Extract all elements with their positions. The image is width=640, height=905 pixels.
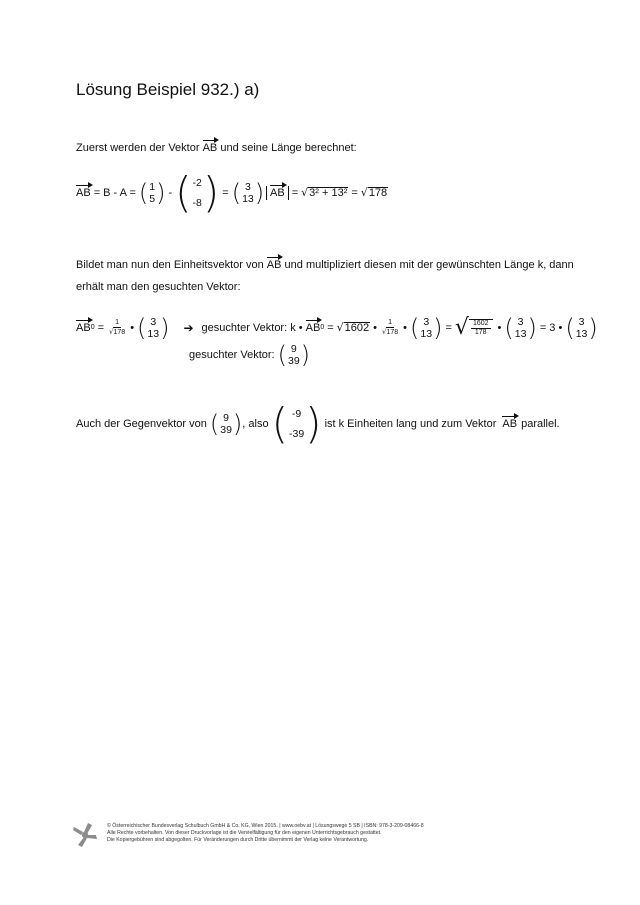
- vector4-y: 13: [575, 328, 588, 340]
- vector-a-x: -2: [192, 177, 202, 189]
- dot-operator: •: [130, 322, 135, 334]
- intro-text: Zuerst werden der Vektor: [76, 142, 200, 154]
- publisher-logo-icon: [72, 822, 98, 853]
- sqrt-icon: √: [301, 186, 309, 199]
- gesuchter-label: gesuchter Vektor: k •: [201, 322, 303, 334]
- footer-line-3: Die Kopiergebühren sind abgegolten. Für Veränderungen durch Dritte übernimmt der Verlag keine Verantwortung.: [107, 837, 369, 843]
- norm-result: 178: [368, 187, 388, 199]
- intro-text-end: und seine Länge berechnet:: [220, 142, 357, 154]
- norm-equals: =: [291, 187, 299, 199]
- vector3-y: 13: [514, 328, 527, 340]
- paragraph-gegenvektor: [76, 399, 560, 448]
- vector-result: ( 3 13 ): [231, 179, 265, 207]
- intro-line: [76, 141, 357, 155]
- big-sqrt-fraction: [454, 315, 495, 340]
- vector-3-13-c: ( 3 13 ): [504, 314, 537, 342]
- para3-vector-neg: ( -9 -39 ): [271, 399, 322, 448]
- vector2-y: 13: [420, 328, 433, 340]
- para3-v1-x: 9: [223, 412, 229, 424]
- minus-sign: -: [168, 187, 173, 199]
- fraction-2: [382, 319, 398, 337]
- para3-text-b: , also: [242, 418, 269, 430]
- fraction2-numerator: 1: [388, 319, 393, 326]
- vector4-x: 3: [578, 316, 585, 328]
- result-x: 9: [290, 343, 297, 355]
- para3-text-d: parallel.: [521, 418, 560, 430]
- equals-three-times: = 3 •: [539, 322, 563, 334]
- result-y: 39: [287, 355, 300, 367]
- para3-text-a: Auch der Gegenvektor von: [76, 418, 207, 430]
- footer-line-1: © Österreichischer Bundesverlag Schulbuch GmbH & Co. KG, Wien 2015. | www.oebv.at | Lösungswege 5 SB | ISBN: 978-3-209-08466-8: [107, 823, 424, 829]
- result-line: [189, 343, 310, 367]
- vector-3-13-b: ( 3 13 ): [410, 314, 443, 342]
- eq-b-minus-a: = B - A =: [93, 187, 136, 199]
- norm-radicand: 3² + 13²: [309, 187, 348, 199]
- vector-ab0-2: AB: [305, 322, 321, 334]
- vector-3-13-d: ( 3 13 ): [565, 314, 598, 342]
- vector-ab-label: AB: [202, 142, 218, 154]
- vector-ab: AB: [76, 187, 91, 199]
- equals-sign: =: [222, 187, 229, 199]
- big-fraction: [469, 319, 493, 337]
- sqrt-icon-2: √: [360, 186, 368, 199]
- para3-vector-ab: AB: [502, 418, 518, 430]
- vector3-x: 3: [517, 316, 524, 328]
- vector-3-13: ( 3 13 ): [137, 314, 170, 342]
- vector-b-x: 1: [149, 181, 156, 193]
- result-label: gesuchter Vektor:: [189, 349, 275, 361]
- subscript-0: 0: [90, 324, 95, 331]
- subscript-0-2: 0: [320, 324, 325, 331]
- eq3-equals-2: =: [327, 322, 334, 334]
- vector-y: 13: [147, 328, 160, 340]
- fraction2-denominator: √178: [382, 328, 399, 336]
- vector-x: 3: [150, 316, 157, 328]
- arrow-right-icon: ➔: [183, 321, 194, 335]
- vector-result-y: 13: [242, 193, 254, 205]
- fraction-numerator: 1: [115, 319, 120, 326]
- dot-operator-2: •: [373, 322, 378, 334]
- footer-copyright: [107, 823, 424, 844]
- vector-b: ( 1 5 ): [138, 179, 166, 207]
- dot-operator-4: •: [497, 322, 502, 334]
- paragraph-unit-vector-line2: erhält man den gesuchten Vektor:: [76, 281, 241, 293]
- footer-line-2: Alle Rechte vorbehalten. Von dieser Druckvorlage ist die Vervielfältigung für den eigenen Unterrichtsgebrauch gestattet.: [107, 830, 382, 836]
- big-fraction-denominator: 178: [474, 329, 487, 336]
- para3-text-c: ist k Einheiten lang und zum Vektor: [324, 418, 497, 430]
- result-vector: ( 9 39 ): [277, 341, 311, 369]
- para2-text-b: und multipliziert diesen mit der gewünschten Länge k, dann: [284, 259, 574, 271]
- vector-ab0: AB: [76, 322, 91, 334]
- vector-a: ( -2 -8 ): [175, 168, 220, 217]
- para3-v2-y: -39: [288, 428, 305, 440]
- vector-result-x: 3: [245, 181, 251, 193]
- page-title: Lösung Beispiel 932.) a): [76, 80, 260, 99]
- para2-text-a: Bildet man nun den Einheitsvektor von: [76, 259, 264, 271]
- para3-v2-x: -9: [291, 408, 302, 420]
- big-sqrt-icon: √: [454, 315, 469, 340]
- eq3-equals-3: =: [445, 322, 452, 334]
- fraction-denominator: √178: [109, 328, 126, 336]
- fraction-1-over-sqrt178: [109, 319, 125, 337]
- big-fraction-numerator: 1602: [472, 320, 489, 327]
- norm-vector-ab: AB: [270, 187, 285, 199]
- para3-vector-9-39: ( 9 39 ): [209, 410, 243, 438]
- equation-ab: [76, 168, 265, 217]
- norm-equals-2: =: [351, 187, 358, 199]
- equation-norm: [266, 186, 388, 200]
- vector-b-y: 5: [149, 193, 156, 205]
- vector-a-y: -8: [192, 197, 202, 209]
- eq3-equals: =: [97, 322, 105, 334]
- sqrt-icon-3: √: [336, 321, 344, 334]
- paragraph-unit-vector-line1: [76, 258, 574, 272]
- dot-operator-3: •: [403, 322, 408, 334]
- para3-v1-y: 39: [220, 424, 232, 436]
- norm-bars: [266, 186, 289, 200]
- vector2-x: 3: [423, 316, 430, 328]
- radicand-1602: 1602: [344, 322, 370, 334]
- para2-vector-ab: AB: [266, 259, 282, 271]
- equation-unit-vector: [76, 316, 598, 340]
